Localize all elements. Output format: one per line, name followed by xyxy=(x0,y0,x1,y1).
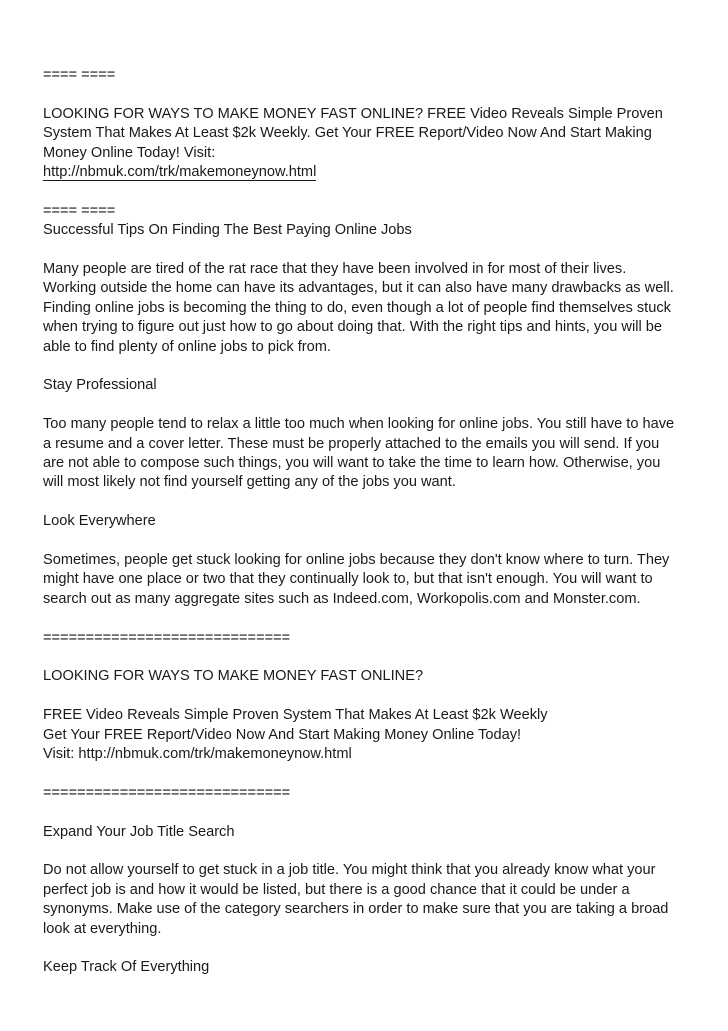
paragraph-line: able to find plenty of online jobs to pick from. xyxy=(43,338,331,355)
paragraph-line: Many people are tired of the rat race that they have been involved in for most of their lives. xyxy=(43,261,627,278)
paragraph-line: Sometimes, people get stuck looking for online jobs because they don't know where to turn. They xyxy=(43,552,670,569)
promo-block-2 xyxy=(43,706,691,764)
separator-long: ============================= xyxy=(43,784,291,801)
paragraph-line: look at everything. xyxy=(43,920,162,937)
promo-link[interactable]: http://nbmuk.com/trk/makemoneynow.html xyxy=(43,164,317,181)
section-heading: Look Everywhere xyxy=(43,513,156,530)
section-heading: Stay Professional xyxy=(43,377,157,394)
expand-paragraph xyxy=(43,861,691,939)
paragraph-line: Too many people tend to relax a little too much when looking for online jobs. You still have to have xyxy=(43,416,675,433)
paragraph-line: Finding online jobs is becoming the thing to do, even though a lot of people find themselves stuck xyxy=(43,299,671,316)
article-title: Successful Tips On Finding The Best Paying Online Jobs xyxy=(43,222,412,239)
promo-line: Get Your FREE Report/Video Now And Start Making Money Online Today! xyxy=(43,726,522,743)
section-heading: Keep Track Of Everything xyxy=(43,959,210,976)
intro-paragraph xyxy=(43,260,691,357)
promo-line: LOOKING FOR WAYS TO MAKE MONEY FAST ONLINE? FREE Video Reveals Simple Proven xyxy=(43,105,663,122)
paragraph-line: synonyms. Make use of the category searchers in order to make sure that you are taking a broad xyxy=(43,901,669,918)
paragraph-line: are not able to compose such things, you will want to take the time to learn how. Otherwise, you xyxy=(43,455,661,472)
separator-short: ==== ==== xyxy=(43,67,116,83)
paragraph-line: will most likely not find yourself getting any of the jobs you want. xyxy=(43,474,456,491)
paragraph-line: when trying to figure out just how to go about doing that. With the right tips and hints, you will be xyxy=(43,319,662,336)
paragraph-line: Working outside the home can have its advantages, but it can also have many drawbacks as well. xyxy=(43,280,674,297)
promo-line: Money Online Today! Visit: xyxy=(43,144,216,161)
paragraph-line: search out as many aggregate sites such as Indeed.com, Workopolis.com and Monster.com. xyxy=(43,590,641,607)
promo-line: Visit: http://nbmuk.com/trk/makemoneynow.html xyxy=(43,746,352,763)
paragraph-line: might have one place or two that they continually look to, but that isn't enough. You will want to xyxy=(43,571,653,588)
section-heading: Expand Your Job Title Search xyxy=(43,823,235,840)
everywhere-paragraph xyxy=(43,551,691,609)
promo-headline: LOOKING FOR WAYS TO MAKE MONEY FAST ONLINE? xyxy=(43,668,424,685)
paragraph-line: perfect job is and how it would be listed, but there is a good chance that it could be under a xyxy=(43,881,630,898)
promo-line: System That Makes At Least $2k Weekly. Get Your FREE Report/Video Now And Start Making xyxy=(43,125,652,142)
promo-block-1 xyxy=(43,105,691,183)
paragraph-line: a resume and a cover letter. These must be properly attached to the emails you will send. If you xyxy=(43,435,660,452)
professional-paragraph xyxy=(43,415,691,493)
paragraph-line: Do not allow yourself to get stuck in a job title. You might think that you already know what your xyxy=(43,862,656,879)
promo-line: FREE Video Reveals Simple Proven System That Makes At Least $2k Weekly xyxy=(43,707,548,724)
separator-long: ============================= xyxy=(43,629,291,646)
document-page xyxy=(43,66,691,978)
separator-short: ==== ==== xyxy=(43,202,116,219)
